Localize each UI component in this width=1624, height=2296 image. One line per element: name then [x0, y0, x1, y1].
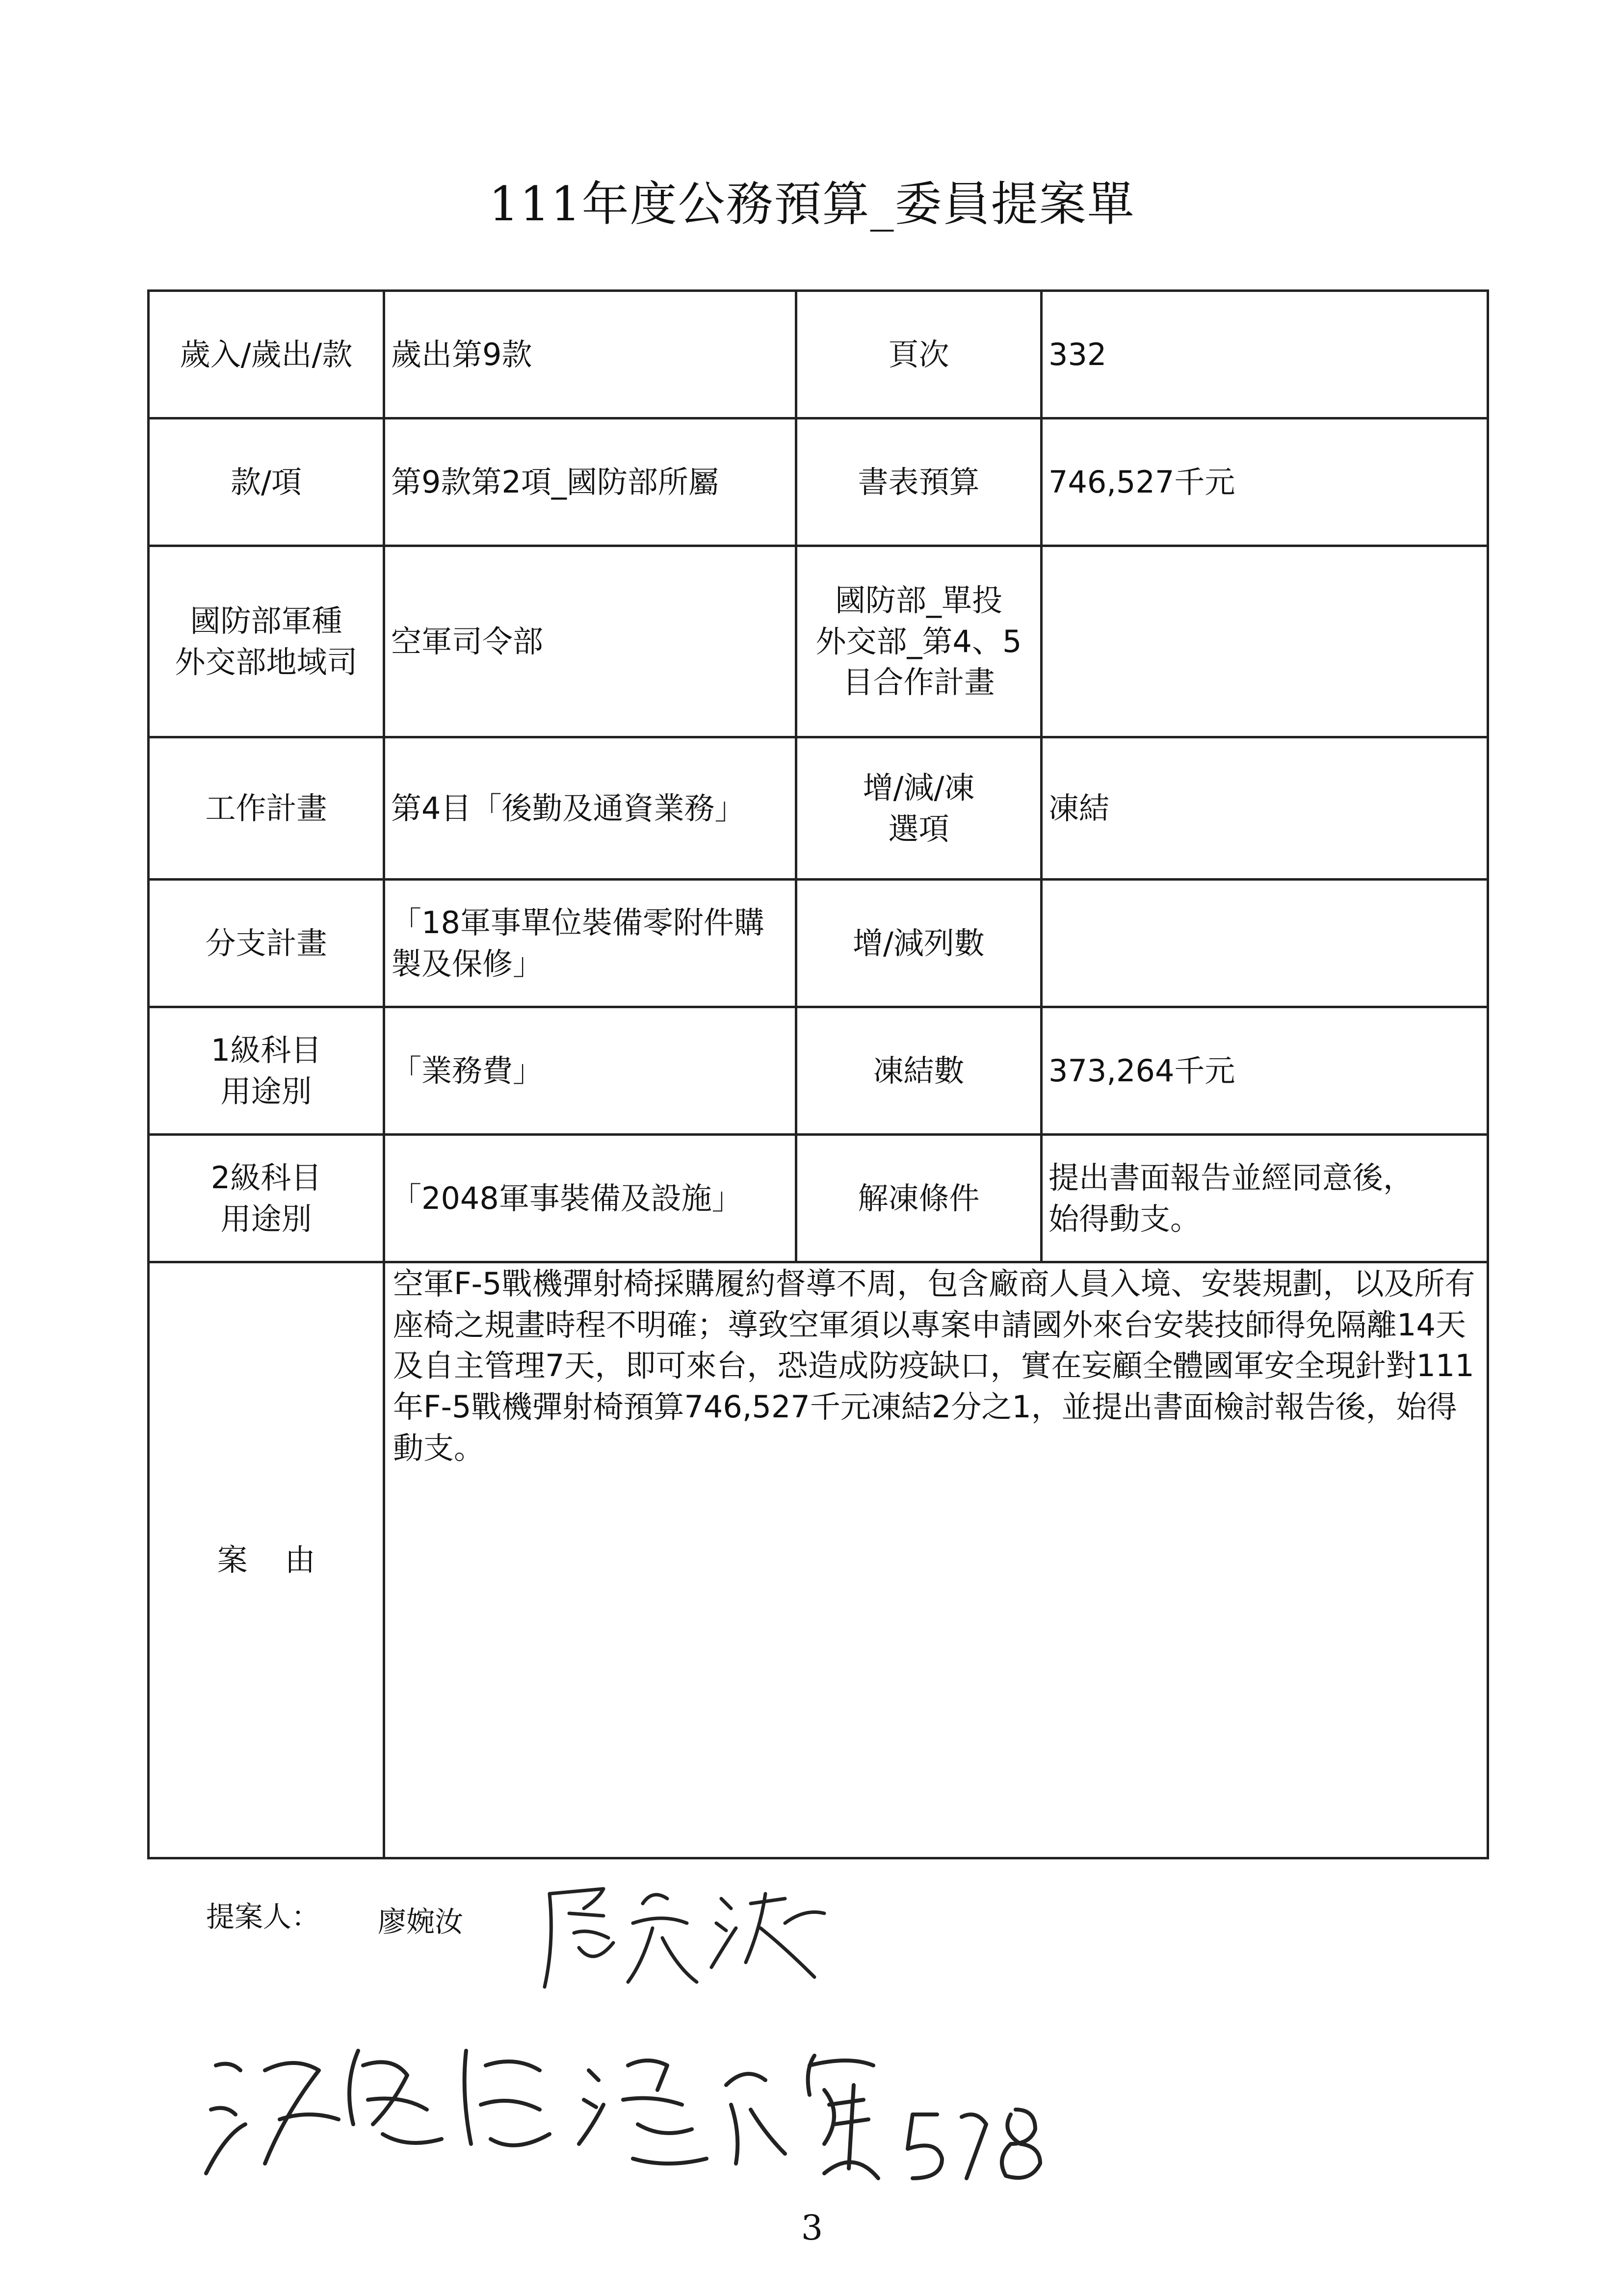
reason-text: 空軍F-5戰機彈射椅採購履約督導不周，包含廠商人員入境、安裝規劃，以及所有座椅之規畫時程不明確；導致空軍須以專案申請國外來台安裝技師得免隔離14天及自主管理7天，即可來台，恐造成防疫缺口，實在妄顧全體國軍安全現針對111年F-5戰機彈射椅預算746,527千元凍結2分之1，並提出書面檢討報告後，始得動支。 — [384, 1262, 1488, 1858]
field-label: 工作計畫 — [149, 737, 384, 880]
form-row — [149, 880, 1488, 1007]
field-value: 「18軍事單位裝備零附件購 製及保修」 — [384, 880, 796, 1007]
proposal-form-table — [147, 289, 1489, 1859]
field-value: 凍結 — [1042, 737, 1488, 880]
field-value — [1042, 546, 1488, 737]
form-row — [149, 1007, 1488, 1135]
field-label: 國防部_單投 外交部_第4、5 目合作計畫 — [796, 546, 1042, 737]
field-label: 增/減列數 — [796, 880, 1042, 1007]
field-value: 373,264千元 — [1042, 1007, 1488, 1135]
field-value — [1042, 880, 1488, 1007]
field-label: 2級科目 用途別 — [149, 1135, 384, 1262]
field-value: 332 — [1042, 291, 1488, 418]
field-label: 凍結數 — [796, 1007, 1042, 1135]
field-value: 第4目「後勤及通資業務」 — [384, 737, 796, 880]
document-title: 111年度公務預算_委員提案單 — [489, 177, 1135, 232]
proposer-label: 提案人： — [206, 1900, 320, 1933]
field-value: 「2048軍事裝備及設施」 — [384, 1135, 796, 1262]
form-row — [149, 1135, 1488, 1262]
form-row — [149, 291, 1488, 418]
field-label: 1級科目 用途別 — [149, 1007, 384, 1135]
field-value: 746,527千元 — [1042, 418, 1488, 546]
proposer-name: 廖婉汝 — [378, 1905, 464, 1938]
field-label: 增/減/凍 選項 — [796, 737, 1042, 880]
field-value: 歲出第9款 — [384, 291, 796, 418]
reason-row — [149, 1262, 1488, 1858]
field-label: 解凍條件 — [796, 1135, 1042, 1262]
handwritten-signature-1 — [530, 1869, 844, 1997]
handwritten-signature-2 — [196, 2026, 1055, 2188]
field-value: 第9款第2項_國防部所屬 — [384, 418, 796, 546]
field-label: 款/項 — [149, 418, 384, 546]
form-row — [149, 546, 1488, 737]
field-value: 「業務費」 — [384, 1007, 796, 1135]
form-row — [149, 737, 1488, 880]
reason-label-text: 案由 — [217, 1542, 315, 1578]
field-label: 書表預算 — [796, 418, 1042, 546]
field-value: 空軍司令部 — [384, 546, 796, 737]
field-value: 提出書面報告並經同意後， 始得動支。 — [1042, 1135, 1488, 1262]
page-number: 3 — [801, 2208, 823, 2248]
field-label: 歲入/歲出/款 — [149, 291, 384, 418]
field-label: 分支計畫 — [149, 880, 384, 1007]
form-row — [149, 418, 1488, 546]
field-label: 頁次 — [796, 291, 1042, 418]
field-label: 國防部軍種 外交部地域司 — [149, 546, 384, 737]
reason-label — [149, 1262, 384, 1858]
